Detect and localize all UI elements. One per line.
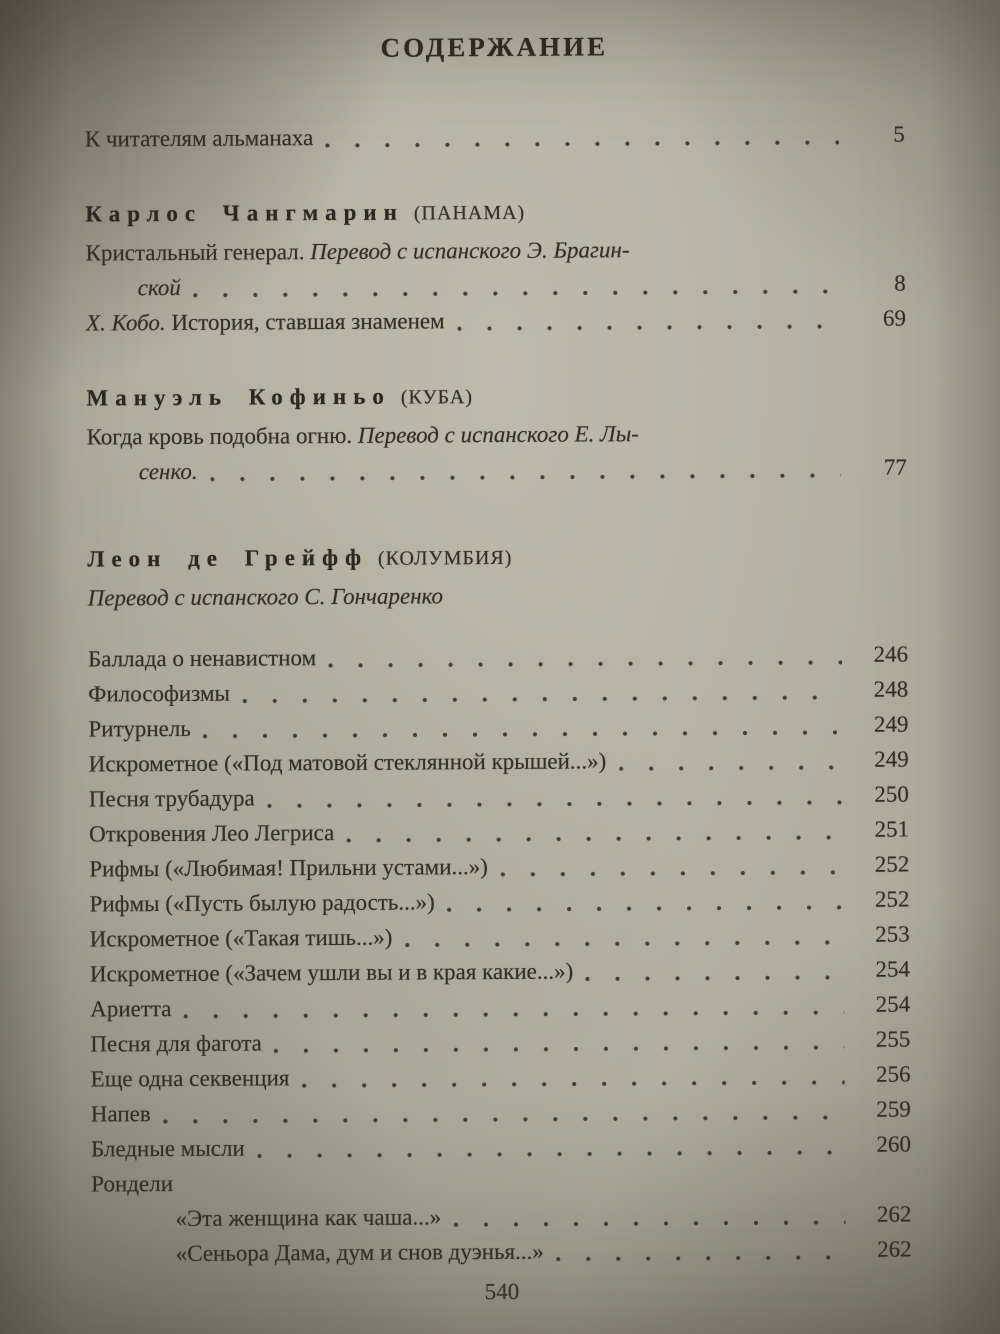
toc-entry [89,881,909,921]
page-number: 259 [876,1096,911,1122]
dot-leader [193,289,840,298]
page-number: 8 [894,270,906,296]
text-segment: Откровения Лео Легриса [89,820,335,847]
page-number: 69 [882,305,907,331]
text-segment: «Эта женщина как чаша...» [175,1204,442,1231]
dot-leader [163,1115,845,1124]
toc-entry [88,575,908,615]
folio-page-number: 540 [484,1278,520,1305]
dot-leader [257,1150,845,1159]
text-segment: Ариетта [90,996,172,1022]
toc-entry [89,776,909,816]
entry-title [91,1166,173,1201]
dot-leader [346,835,843,843]
entry-title [89,849,488,886]
text-segment: ской [137,274,181,301]
section-heading-text [87,537,512,581]
page-number: 251 [874,816,910,842]
page-number: 250 [874,781,909,807]
toc-entry [91,1196,911,1236]
page-number: 5 [893,121,905,147]
page-number: 256 [876,1061,911,1087]
toc-entry [89,811,909,851]
text-segment: Х. Кобо. [85,309,172,336]
toc-entry [90,951,910,991]
dot-leader [210,473,841,482]
toc-entry [88,671,908,711]
text-segment: История, ставшая знаменем [171,308,445,335]
toc-entry [88,636,908,676]
dot-leader [457,324,840,331]
entry-title [88,640,316,676]
page-content [84,0,912,1307]
page-number: 248 [873,676,909,702]
page-number: 262 [877,1236,912,1262]
entry-title [85,120,314,156]
entry-title [90,1025,262,1061]
text-segment: Бледные мысли [90,1135,245,1162]
entry-title [88,711,191,747]
entry-title [89,780,255,816]
text-segment: Искрометное («Под матовой стеклянной крышей...») [88,748,607,777]
text-segment: Еще одна секвенция [90,1065,290,1092]
text-segment: Мануэль Кофиньо [86,383,391,411]
toc-entry [91,1126,911,1166]
toc-entry [86,266,906,306]
toc-entry [91,1091,911,1131]
text-segment: Философизмы [88,680,231,707]
text-segment: Ритурнель [88,715,191,742]
entry-title [87,416,639,454]
dot-leader [325,140,839,148]
dot-leader [274,1045,845,1053]
section-heading-text [86,376,473,419]
text-segment: (ПАНАМА) [413,201,526,225]
entry-title [88,578,444,615]
text-segment: Перевод с испанского Э. Брагин- [310,237,630,265]
toc-section-heading [87,534,907,580]
text-segment: Рондели [91,1170,174,1197]
dot-leader [556,1255,846,1262]
page-number: 253 [875,921,910,947]
toc-entry [90,916,910,956]
toc-entry [92,1231,912,1271]
entry-title [89,884,434,921]
dot-leader [183,1010,844,1019]
entry-title [175,1199,441,1236]
dot-leader [453,1220,845,1227]
entry-title [89,815,334,851]
page-title: СОДЕРЖАНИЕ [380,31,609,63]
text-segment: Перевод с испанского С. Гончаренко [87,583,444,611]
page-number: 252 [874,851,910,877]
toc-entry [85,117,905,157]
watermark-text: www.ay.by [987,152,999,213]
toc-entry [85,231,905,271]
text-segment: Рифмы («Пусть былую радость...») [89,889,435,917]
text-segment: Напев [90,1101,151,1127]
entry-title [138,270,181,305]
text-segment: Карлос Чангмарин [85,199,404,227]
dot-leader [203,730,843,739]
text-segment: Кристальный генерал. [85,239,311,266]
toc-entry [86,301,906,341]
entry-title [90,1060,289,1096]
toc-section-heading [85,190,905,236]
entry-title [139,454,198,489]
toc-entry [87,449,907,489]
toc-entry [89,846,909,886]
page-number: 77 [883,454,907,480]
text-segment: Когда кровь подобна огню. [86,422,358,450]
toc-entry [88,706,908,746]
page-number: 246 [873,641,909,667]
entry-title [85,232,629,270]
toc-entry [90,986,910,1026]
page-number: 254 [875,991,911,1017]
text-segment: Баллада о ненавистном [87,645,317,672]
entry-title [90,991,171,1026]
section-heading-text [85,192,525,236]
dot-leader [404,940,843,948]
toc-entry [90,1056,910,1096]
dot-leader [447,905,844,912]
toc-entry [90,1021,910,1061]
dot-leader [328,660,842,668]
toc-entry [91,1161,911,1201]
text-segment: Рифмы («Любимая! Прильни устами...») [89,854,488,882]
toc-list [85,117,912,1272]
text-segment: Леон де Грейфф [87,544,369,572]
text-segment: Искрометное («Зачем ушли вы и в края какие...») [89,958,574,987]
text-segment: Перевод с испанского Е. Лы- [357,421,639,448]
dot-leader [618,765,842,771]
toc-entry [87,414,907,454]
entry-title [88,676,230,712]
entry-title [91,1131,245,1167]
text-segment: (КУБА) [400,386,474,409]
page-number: 249 [873,711,909,737]
text-segment: «Сеньора Дама, дум и снов дуэнья...» [175,1238,544,1266]
dot-leader [242,695,842,704]
entry-title [90,920,393,957]
text-segment: К читателям альманаха [84,125,314,152]
text-segment: Песня для фагота [90,1030,262,1057]
text-segment: (КОЛУМБИЯ) [377,546,513,570]
text-segment: Песня трубадура [88,785,255,812]
entry-title [176,1234,544,1271]
page-number: 262 [876,1201,912,1227]
entry-title [91,1096,151,1131]
page-number: 249 [874,746,909,772]
dot-leader [500,870,843,877]
dot-leader [585,975,844,982]
entry-title [86,303,445,340]
dot-leader [301,1080,844,1088]
entry-title [89,743,607,781]
page-number: 254 [875,956,911,982]
toc-entry [89,741,909,781]
page-number: 255 [875,1026,911,1052]
toc-section-heading [86,374,906,420]
text-segment: Искрометное («Такая тишь...») [89,924,393,952]
entry-title [90,954,574,992]
page-number: 260 [876,1131,912,1157]
page-number: 252 [874,886,910,912]
text-segment: сенко. [138,458,198,485]
dot-leader [267,800,843,809]
